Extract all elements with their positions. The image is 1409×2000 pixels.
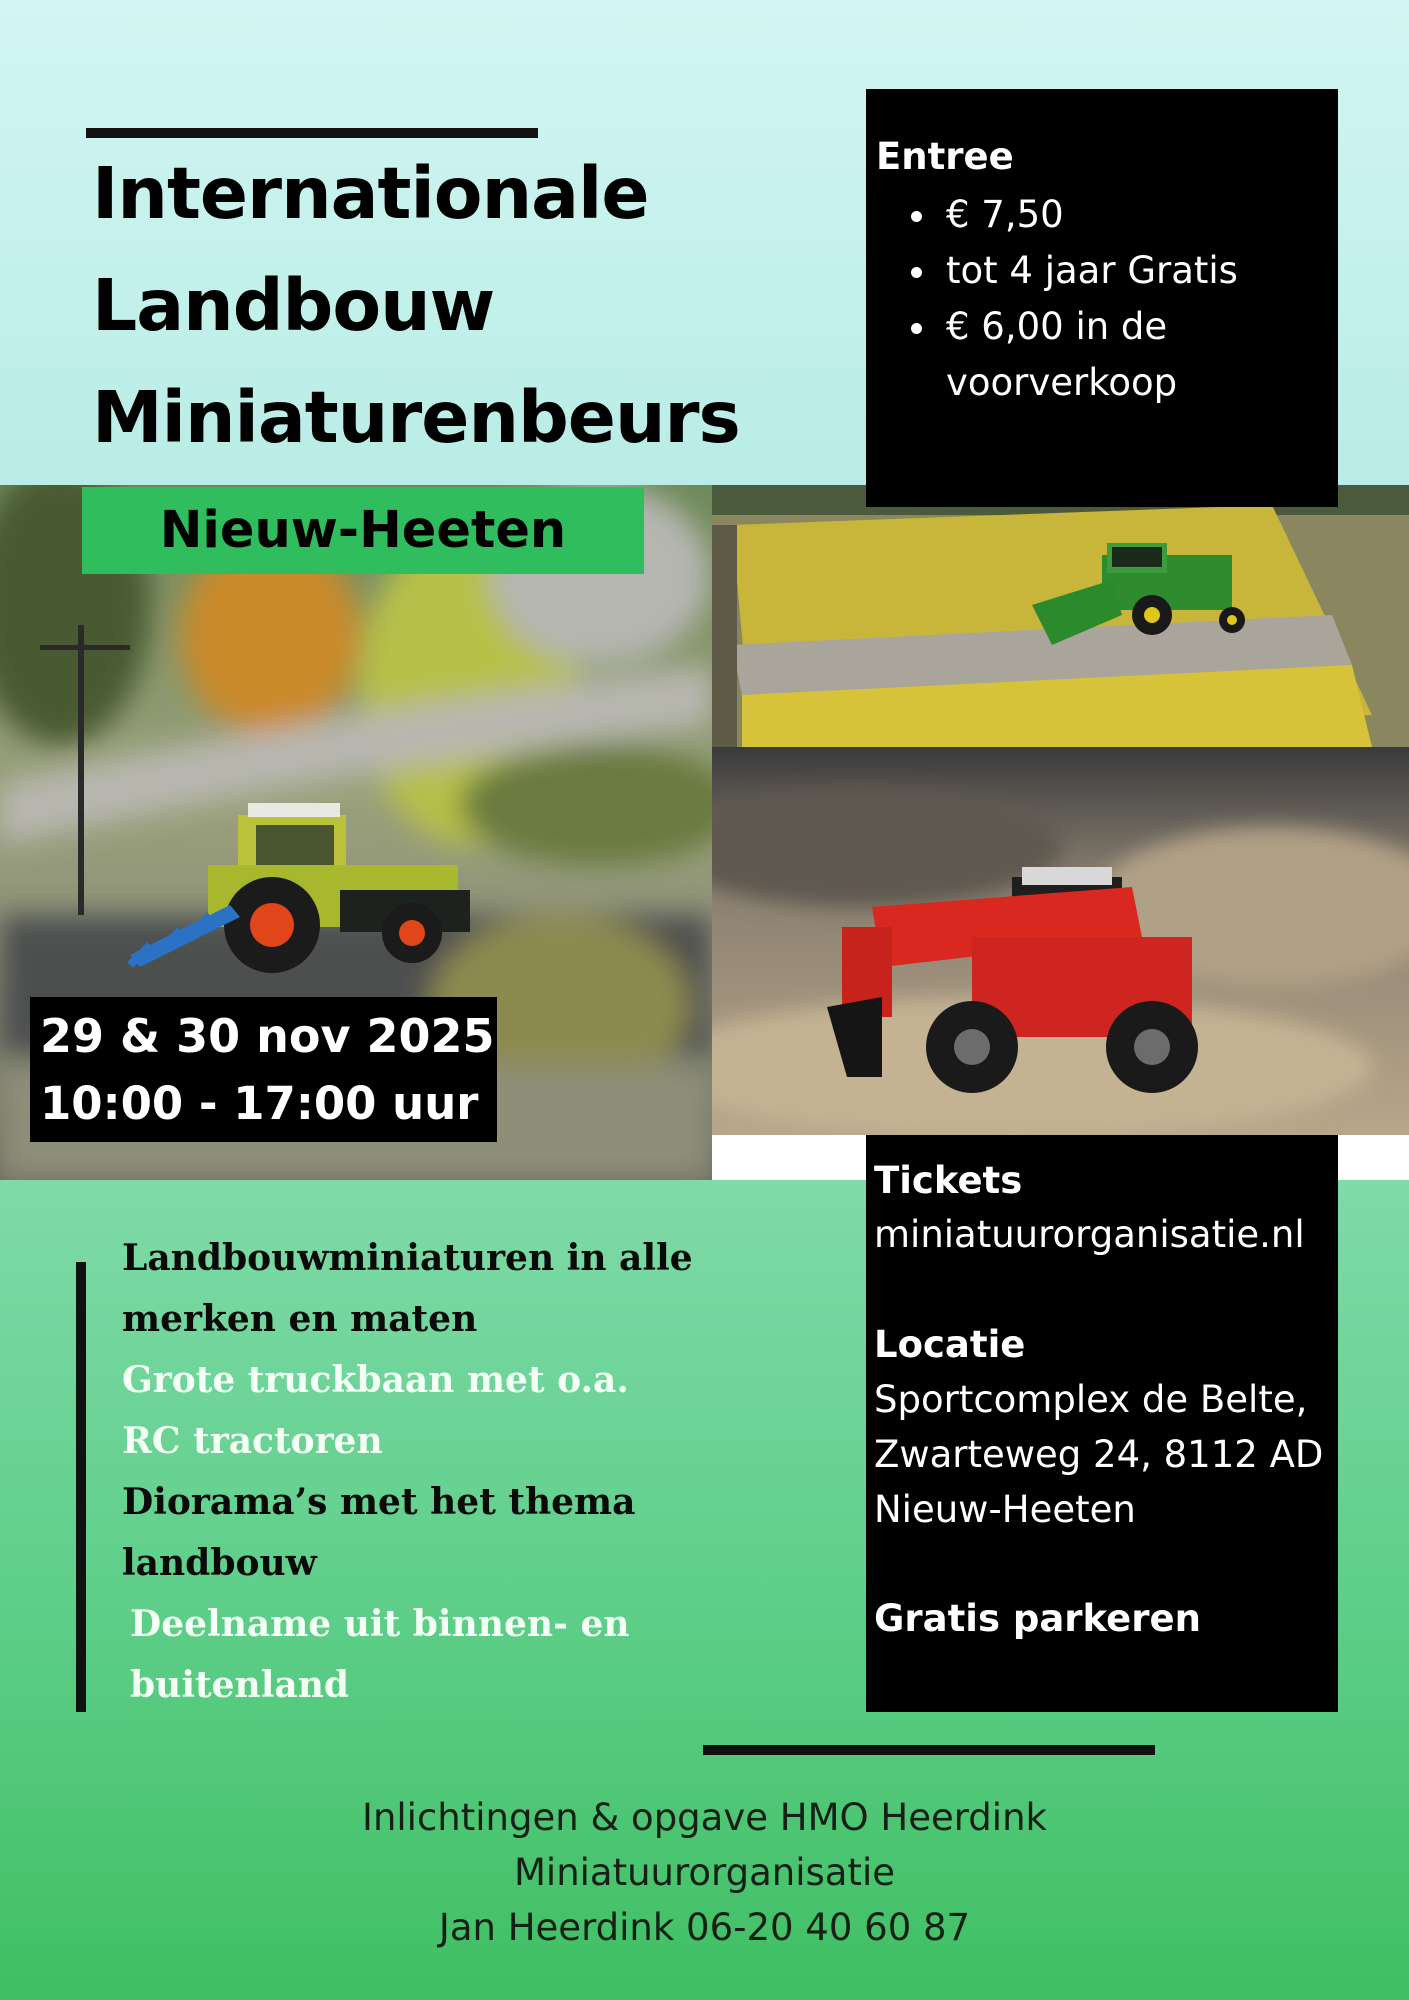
features-list <box>122 1228 693 1716</box>
entree-box <box>866 89 1338 507</box>
title-line: Internationale <box>92 152 649 235</box>
footer-line: Inlichtingen & opgave HMO Heerdink <box>362 1796 1047 1839</box>
footer-line: Miniatuurorganisatie <box>513 1851 895 1894</box>
title-line: Landbouw <box>92 264 495 347</box>
location-heading: Locatie <box>874 1323 1026 1366</box>
entree-item: • € 6,00 in de voorverkoop <box>940 299 1330 411</box>
info-box <box>866 1135 1338 1712</box>
location-line: Nieuw-Heeten <box>874 1488 1136 1531</box>
location-line: Zwarteweg 24, 8112 AD <box>874 1433 1324 1476</box>
event-hours: 10:00 - 17:00 uur <box>40 1077 479 1130</box>
tickets-website: miniatuurorganisatie.nl <box>874 1213 1305 1256</box>
feature-line: RC tractoren <box>122 1420 383 1462</box>
location-line: Sportcomplex de Belte, <box>874 1378 1308 1421</box>
entree-list <box>876 187 1330 411</box>
event-dates: 29 & 30 nov 2025 <box>40 1009 495 1063</box>
parking-note: Gratis parkeren <box>874 1597 1201 1640</box>
entree-item: • tot 4 jaar Gratis <box>940 243 1330 299</box>
tickets-heading: Tickets <box>874 1159 1023 1202</box>
feature-line: Diorama’s met het thema <box>122 1481 636 1523</box>
event-title <box>92 138 740 474</box>
title-line: Miniaturenbeurs <box>92 376 740 459</box>
entree-item: • € 7,50 <box>940 187 1330 243</box>
photo-telehandler <box>712 747 1409 1135</box>
footer-line: Jan Heerdink 06-20 40 60 87 <box>438 1906 971 1949</box>
feature-line: Deelname uit binnen- en <box>130 1603 630 1645</box>
features-accent-bar <box>76 1262 86 1712</box>
entree-heading: Entree <box>876 135 1014 178</box>
feature-line: Grote truckbaan met o.a. <box>122 1359 629 1401</box>
title-accent-bar <box>86 128 538 138</box>
date-box <box>30 997 497 1142</box>
feature-line: merken en maten <box>122 1298 478 1340</box>
feature-line: buitenland <box>130 1664 350 1706</box>
photo-combine-harvester <box>712 485 1409 747</box>
footer-accent-bar <box>703 1745 1155 1755</box>
town-badge: Nieuw-Heeten <box>82 487 644 574</box>
feature-line: Landbouwminiaturen in alle <box>122 1237 693 1279</box>
footer-contact <box>0 1790 1409 1955</box>
feature-line: landbouw <box>122 1542 317 1584</box>
